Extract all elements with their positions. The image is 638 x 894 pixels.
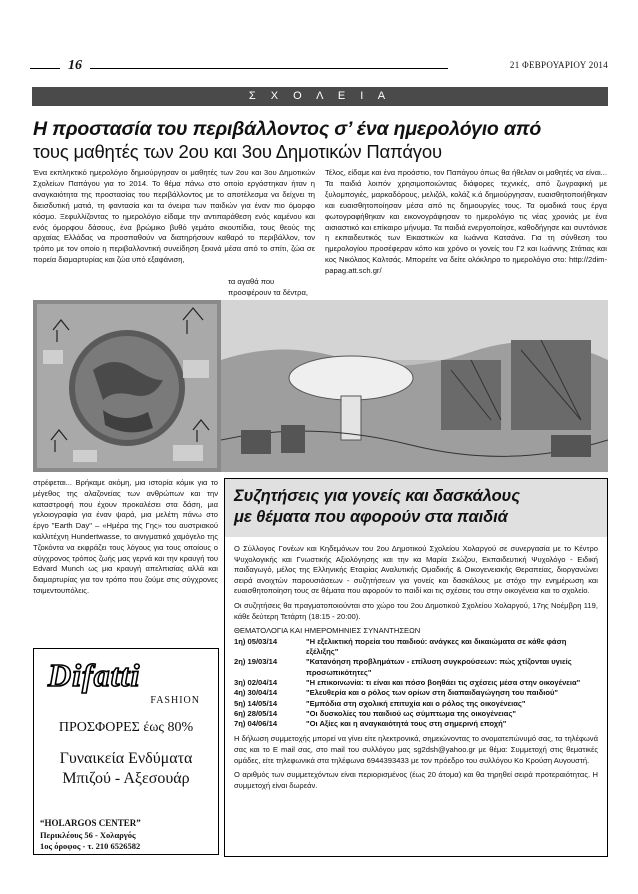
announcement-paragraph: Ο Σύλλογος Γονέων και Κηδεμόνων του 2ου Δημοτικού Σχολείου Χολαργού σε συνεργασία με το Κέντρο Ψυχολογικής και Γνωστικής Αξιολόγησης και την κα Μαρία Σιώζου, Εκπαιδευτική Ψυχολόγο - Ειδική παιδαγωγό, μέλος της Ελληνικής Εταιρίας Αναλυτικής Ομαδικής & Οικογενειακής Θεραπείας, διοργανώνει σειρά ανοιχτών παρουσιάσεων - συζητήσεων για γονείς και δασκάλους με στόχο την ενημέρωση και ευαισθητοποίηση τους σε θέματα που αφορούν το παιδί και τις σχέσεις του στην οικογένεια και το σχολείο. [234,544,598,596]
page-header [30,58,608,78]
ad-address: Περικλέους 56 - Χολαργός [40,830,136,840]
schedule-heading: ΘΕΜΑΤΟΛΟΓΙΑ ΚΑΙ ΗΜΕΡΟΜΗΝΙΕΣ ΣΥΝΑΝΤΗΣΕΩΝ [234,626,421,636]
announcement-body [234,544,598,795]
schedule-topic: "Η επικοινωνία: τι είναι και πόσο βοηθάει τις σχέσεις μέσα στην οικογένεια" [306,677,581,687]
article-title: Η προστασία του περιβάλλοντος σ’ ένα ημερολόγιο από [33,118,542,140]
section-banner: Σ Χ Ο Λ Ε Ι Α [32,87,608,106]
schedule-topic: "Εμπόδια στη σχολική επιτυχία και ο ρόλος της οικογένειας" [306,698,526,708]
schedule-date: 1η) 05/03/14 [234,636,278,646]
article-text-col2: Τέλος, είδαμε και ένα προάστιο, τον Παπάγου όπως θα ήθελαν οι μαθητές να είναι... Τα παιδιά λοιπόν χρησιμοποιώντας διάφορες τεχνικές, από ζωγραφική με ξυλομπογιές, μαρκαδόρους, μελιζόλ, κολάζ κ.ά δημιούργησαν, ευαισθητοποιήθηκαν και ευαισθητοποίησαν μέσα από τις δημιουργίες τους. Τα ομαδικά τους έργα φωτογραφήθηκαν και εικονογράφησαν το ημερολόγιο τις νέας χρονιάς με ένα αισιαστικό και επίκαιρο μήνυμα. Τα παιδιά ενεργοποίησε, καθοδήγησε και συντόνισε η εκπαιδευτικός των Εικαστικών κα Ιωάννα Κατσάνα. Για τη σύνθεση του ημερολογίου προσέφεραν κόπο και χρόνο οι γονείς του Γ2 και Ιωάννης Στάτιας και κος Νικόλαος Καλτσάς. Μπορείτε να δείτε ολόκληρο το ημερολόγιο στο: http://2dim-papag.att.sch.gr/ [325,168,607,276]
schedule-row [234,699,598,709]
schedule-date: 2η) 19/03/14 [234,657,278,667]
schedule-topic: "Οι Αξίες και η αναγκαιότητά τους στη σημερινή εποχή" [306,719,507,729]
schedule-date: 6η) 28/05/14 [234,708,278,718]
schedule-topic: "Ελευθερία και ο ρόλος των ορίων στη διαπαιδαγώγηση του παιδιού" [306,688,559,698]
calendar-artwork-globe [33,300,221,472]
ad-brand: Difatti [48,657,141,693]
schedule-date: 3η) 02/04/14 [234,677,278,687]
schedule-topic: "Κατανόηση προβλημάτων - επίλυση συγκρούσεων: πώς χτίζονται υγιείς προσωπικότητες" [306,657,572,677]
ad-category: Γυναικεία Ενδύματα [59,750,193,767]
schedule-row [234,719,598,729]
announcement-title [234,486,520,528]
article-subtitle: τους μαθητές των 2ου και 3ου Δημοτικών Παπάγου [33,141,442,162]
article-text-col1-bottom: στρέφεται... Βρήκαμε ακόμη, μια ιστορία κόμικ για το μέγεθος της αλαζονείας των ανθρώπων και την καταστροφή που έχουν προκαλέσει στα δάση, μια γελοιογραφία για έναν ψαρά, μια μελέτη πάνω στο έργο "Earth Day" – «Ημέρα της Γης» του αυστριακού καλλιτέχνη Hundertwasse, το αινιγματικό χαμόγελο της Τζοκόντα να εκφράζει τους λόγους για τους οποίους ο σύγχρονος τρόπος ζωής μας γερνά και την κραυγή του Edvard Munch ως μια κραυγή απελπισίας αλλά και διαμαρτυρίας για τον τρόπο που ζούμε στις σύγχρονες τσιμεντουπόλεις. [33,478,218,595]
calendar-artwork-landscape [221,300,608,472]
announcement-title-line: Συζητήσεις για γονείς και δασκάλους [234,487,520,505]
schedule-row [234,637,598,658]
announcement-paragraph: Οι συζητήσεις θα πραγματοποιούνται στο χώρο του 2ου Δημοτικού Σχολείου Χολαργού, 17ης Νοέμβρη 119, κάθε δεύτερη Τετάρτη (18:15 - 20:00). [234,600,598,621]
article-text-col1-continued: τα αγαθά που προσφέρουν τα δέντρα, [228,277,309,297]
difatti-logo [40,657,212,695]
schedule-date: 7η) 04/06/14 [234,719,278,729]
announcement-box [224,478,608,857]
ad-category: Μπιζού - Αξεσουάρ [62,770,190,787]
schedule-row [234,657,598,678]
schedule-topic: "Η εξελικτική πορεία του παιδιού: ανάγκες και δικαιώματα σε κάθε φάση εξέλιξης" [306,636,567,657]
schedule-date: 4η) 30/04/14 [234,688,278,698]
schedule-row [234,688,598,698]
announcement-paragraph: Ο αριθμός των συμμετεχόντων είναι περιορισμένος (έως 20 άτομα) και θα τηρηθεί σειρά προτεραιότητας. Η συμμετοχή είναι δωρεάν. [234,770,598,790]
ad-phone: 1ος όροφος - τ. 210 6526582 [40,841,141,851]
page-number: 16 [68,58,82,73]
announcement-title-bar [225,479,607,537]
schedule-topic: "Οι δυσκολίες του παιδιού ως σύμπτωμα της οικογένειας" [306,708,516,718]
schedule-date: 5η) 14/05/14 [234,698,278,708]
schedule-list [234,637,598,730]
article-text-col1: Ένα εκπληκτικό ημερολόγιο δημιούργησαν οι μαθητές των 2ου και 3ου Δημοτικών Σχολείων Παπάγου για το 2014. Το θέμα πάνω στο οποίο εργάστηκαν ήταν η αναγκαιότητα της προστασίας του περιβάλλοντος με το αποτέλεσμα να δείχνει τη διεισδυτική ματιά, τη φαντασία και τα όνειρα των παιδιών για έναν πιο όμορφο κόσμο. Ξεφυλλίζοντας το ημερολόγιο είδαμε την αντιπαράθεση ενός καμένου και ενός όμορφου δάσους, ένα βρώμικο βυθό γεμάτο σκουπίδια, τους θεούς της αρχαίας Ελλάδας να προσπαθούν να διατηρήσουν καθαρό το περιβάλλον, τον τρόπο με τον οποίο η περιβαλλοντική συνείδηση ξεκινά μέσα από το σπίτι, ζώα σε πορεία διαμαρτυρίας και ζώα υπό εξαφάνιση, [33,168,315,265]
difatti-advertisement [33,648,219,855]
issue-date: 21 ΦΕΒΡΟΥΑΡΙΟΥ 2014 [509,60,608,70]
schedule-row [234,709,598,719]
announcement-title-line: με θέματα που αφορούν στα παιδιά [234,508,508,526]
header-rule [90,68,448,69]
header-rule [30,68,60,69]
ad-offer: ΠΡΟΣΦΟΡΕΣ έως 80% [58,720,194,735]
ad-tagline: FASHION [150,695,200,706]
ad-store-name: “HOLARGOS CENTER” [40,818,141,828]
announcement-paragraph: Η δήλωση συμμετοχής μπορεί να γίνει είτε ηλεκτρονικά, σημειώνοντας το ονοματεπώνυμό σας, τα τηλέφωνά σας και το E mail σας, στο mail του συλλόγου μας sg2dsh@yahoo.gr με θέμα: Συμμετοχή στις θεματικές ομάδες, είτε τηλεφωνικά στα τηλέφωνα 6944393433 με τον πρόεδρο του συλλόγου Κο Κρούση Αυγουστή. [234,734,598,765]
schedule-row [234,678,598,688]
